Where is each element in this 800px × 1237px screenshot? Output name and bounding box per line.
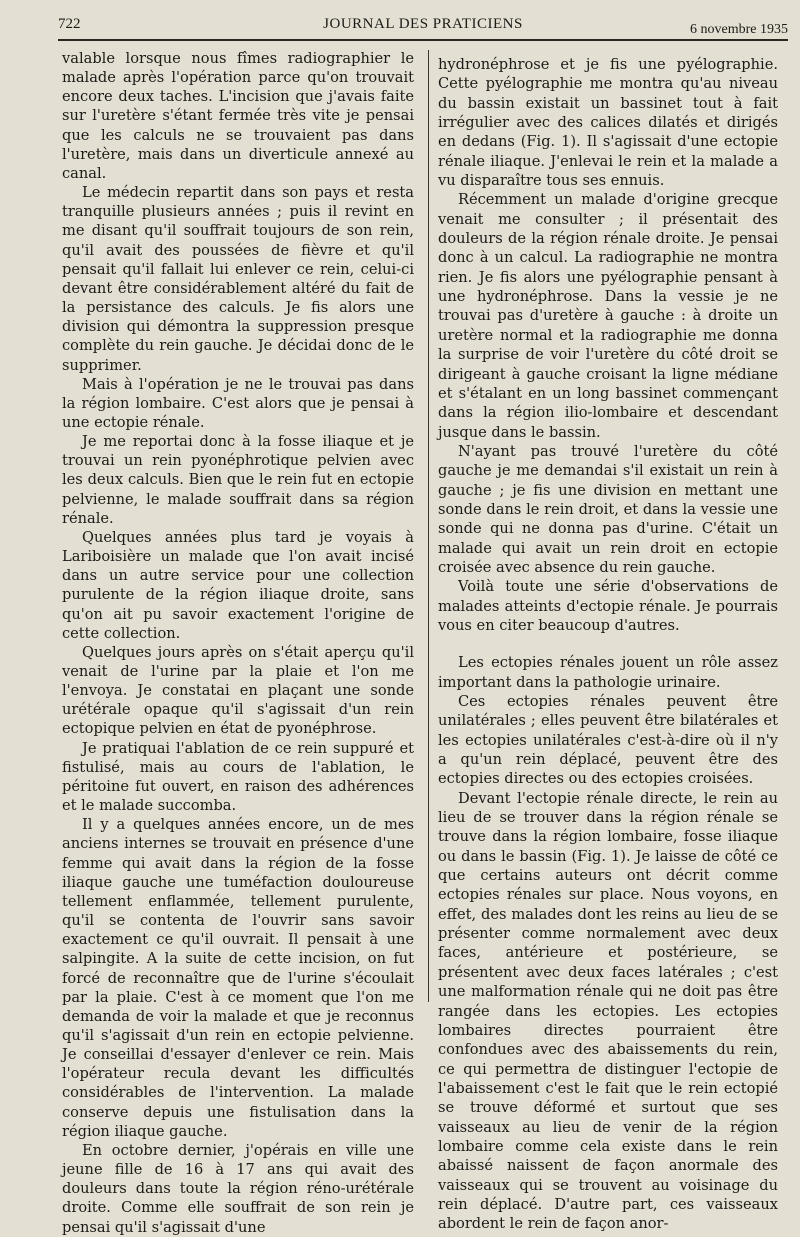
paragraph: Il y a quelques années encore, un de mes anciens internes se trouvait en présence d'une femme qui avait dans la région de la fosse iliaque gauche une tuméfaction douloureuse tellement enflammée, tellement purulente, qu'il se contenta de l'ouvrir sans savoir exactement ce qu'il ouvrait. Il pensait à une salpingite. A la suite de cette incision, on fut forcé de reconnaître que de l'urine s'écoulait par la plaie. C'est à ce moment que l'on me demanda de voir la malade et que je reconnus qu'il s'agissait d'un rein en ectopie pelvienne. Je conseillai d'essayer d'enlever ce rein. Mais l'opérateur recula devant les difficultés considérables de l'intervention. La malade conserve depuis une fistulisation dans la région iliaque gauche. xyxy=(62,816,414,1140)
journal-title: JOURNAL DES PRATICIENS xyxy=(323,16,523,32)
page-number: 722 xyxy=(58,16,81,32)
right-column xyxy=(438,55,778,1234)
paragraph: Récemment un malade d'origine grecque venait me consulter ; il présentait des douleurs de la région rénale droite. Je pensai donc à un calcul. La radiographie ne montra rien. Je fis alors une pyélographie pensant à une hydronéphrose. Dans la vessie je ne trouvai pas d'uretère à gauche : à droite un uretère normal et la radiographie me donna la surprise de voir l'uretère du côté droit se dirigeant à gauche croisant la ligne médiane et s'étalant en un long bassinet commençant dans la région ilio-lombaire et descendant jusque dans le bassin. xyxy=(438,191,778,441)
paragraph: En octobre dernier, j'opérais en ville une jeune fille de 16 à 17 ans qui avait des douleurs dans toute la région réno-urétérale droite. Comme elle souffrait de son rein je pensai qu'il s'agissait d'une xyxy=(62,1141,414,1236)
paragraph: Le médecin repartit dans son pays et resta tranquille plusieurs années ; puis il revint en me disant qu'il souffrait toujours de son rein, qu'il avait des poussées de fièvre et qu'il pensait qu'il fallait lui enlever ce rein, celui-ci devant être considérablement altéré du fait de la persistance des calculs. Je fis alors une division qui démontra la suppression presque complète du rein gauche. Je décidai donc de le supprimer. xyxy=(62,184,414,374)
paragraph: Mais à l'opération je ne le trouvai pas dans la région lombaire. C'est alors que je pensai à une ectopie rénale. xyxy=(62,375,414,431)
paragraph: Voilà toute une série d'observations de malades atteints d'ectopie rénale. Je pourrais vous en citer beaucoup d'autres. xyxy=(438,578,778,634)
paragraph: Quelques jours après on s'était aperçu qu'il venait de l'urine par la plaie et l'on me l'envoya. Je constatai en plaçant une sonde urétérale opaque qu'il s'agissait d'un rein ectopique pelvien en état de pyonéphrose. xyxy=(62,643,414,738)
paragraph: hydronéphrose et je fis une pyélographie. Cette pyélographie me montra qu'au niveau du bassin existait un bassinet tout à fait irrégulier avec des calices dilatés et dirigés en dedans (Fig. 1). Il s'agissait d'une ectopie rénale iliaque. J'enlevai le rein et la malade a vu disparaître tous ses ennuis. xyxy=(438,56,778,190)
paragraph: Je pratiquai l'ablation de ce rein suppuré et fistulisé, mais au cours de l'ablation, le péritoine fut ouvert, en raison des adhérences et le malade succomba. xyxy=(62,739,414,815)
paragraph: Les ectopies rénales jouent un rôle assez important dans la pathologie urinaire. xyxy=(438,654,778,691)
paragraph: valable lorsque nous fîmes radiographier le malade après l'opération parce qu'on trouvait encore deux taches. L'incision que j'avais faite sur l'uretère s'étant fermée très vite je pensai que les calculs ne se trouvaient pas dans l'uretère, mais dans un diverticule annexé au canal. xyxy=(62,50,414,182)
paragraph: Je me reportai donc à la fosse iliaque et je trouvai un rein pyonéphrotique pelvien avec les deux calculs. Bien que le rein fut en ectopie pelvienne, le malade souffrait dans sa région rénale. xyxy=(62,433,414,527)
paragraph: Devant l'ectopie rénale directe, le rein au lieu de se trouver dans la région rénale se trouve dans la région lombaire, fosse iliaque ou dans le bassin (Fig. 1). Je laisse de côté ce que certains auteurs ont décrit comme ectopies rénales sur place. Nous voyons, en effet, des malades dont les reins au lieu de se présenter comme normalement avec deux faces, antérieure et postérieure, se présentent avec deux faces latérales ; c'est une malformation rénale qui ne doit pas être rangée dans les ectopies. Les ectopies lombaires directes pourraient être confondues avec des abaissements du rein, ce qui permettra de distinguer l'ectopie de l'abaissement c'est le fait que le rein ectopié se trouve déformé et surtout que ses vaisseaux au lieu de venir de la région lombaire comme cela existe dans le rein abaissé naissent de façon anormale des vaisseaux qui se trouvent au voisinage du rein déplacé. D'autre part, ces vaisseaux abordent le rein de façon anor- xyxy=(438,789,778,1233)
paragraph: Ces ectopies rénales peuvent être unilatérales ; elles peuvent être bilatérales et les ectopies unilatérales c'est-à-dire où il n'y a qu'un rein déplacé, peuvent être des ectopies directes ou des ectopies croisées. xyxy=(438,693,778,788)
left-column xyxy=(62,49,414,1237)
paragraph: N'ayant pas trouvé l'uretère du côté gauche je me demandai s'il existait un rein à gauche ; je fis une division en mettant une sonde dans le rein droit, et dans la vessie une sonde qui ne donna pas d'urine. C'était un malade qui avait un rein droit en ectopie croisée avec absence du rein gauche. xyxy=(438,442,778,576)
paragraph: Quelques années plus tard je voyais à Lariboisière un malade que l'on avait incisé dans un autre service pour une collection purulente de la région iliaque droite, sans qu'on ait pu savoir exactement l'origine de cette collection. xyxy=(62,528,414,642)
running-header xyxy=(58,12,788,38)
issue-date: 6 novembre 1935 xyxy=(690,22,788,37)
column-divider xyxy=(428,50,429,1002)
header-rule xyxy=(58,39,788,41)
